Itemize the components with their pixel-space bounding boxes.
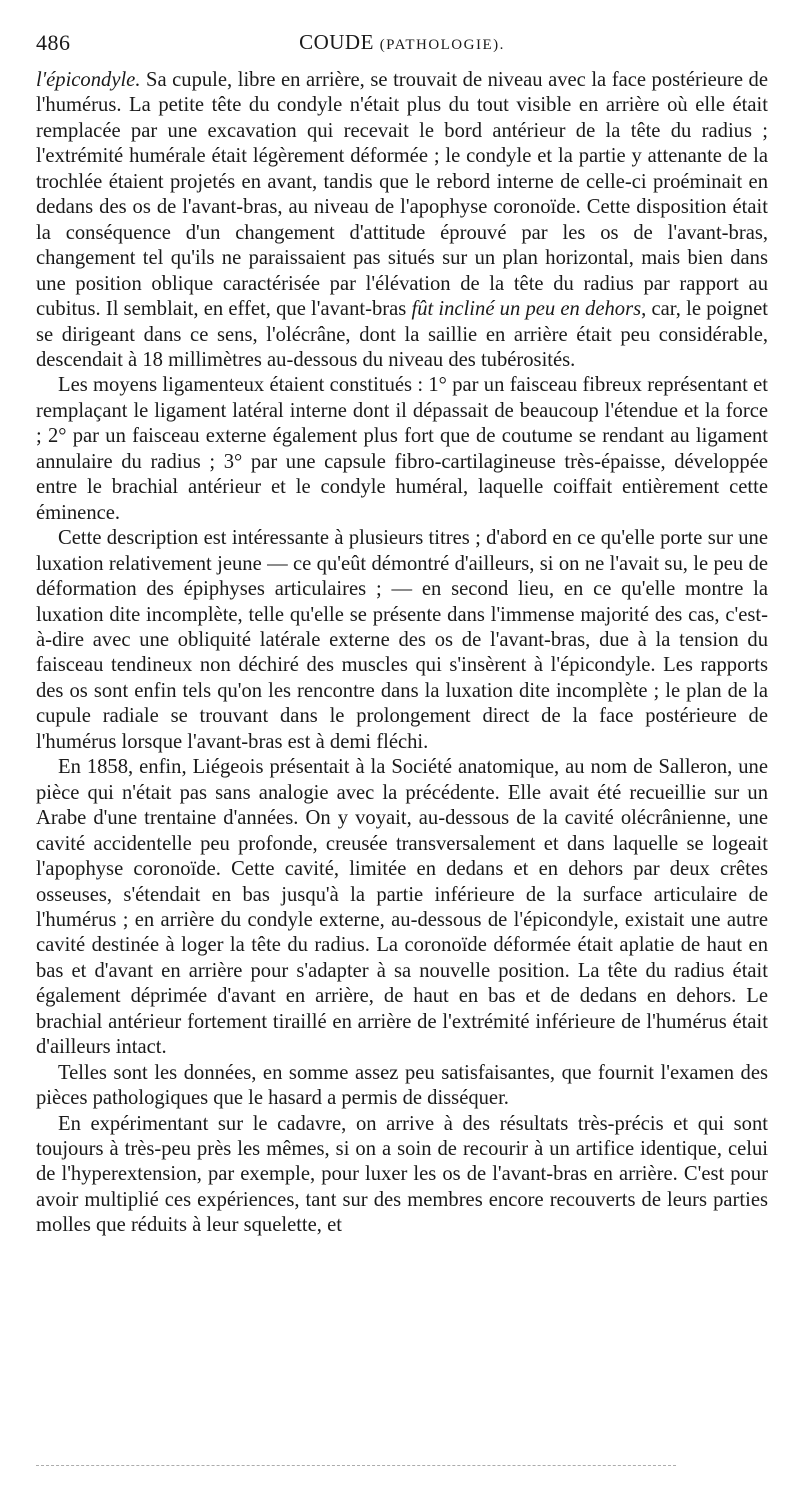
paragraph-4: En 1858, enfin, Liégeois présentait à la Société anatomique, au nom de Salleron, une pièce qui n'était pas sans analogie avec la précédente. Elle avait été recueillie sur un Arabe d'une trentaine d'années. On y voyait, au-dessous de la cavité olécrânienne, une cavité accidentelle peu profonde, creusée transversalement et dans laquelle se logeait l'apophyse coronoïde. Cette cavité, limitée en dedans et en dehors par deux crêtes osseuses, s'étendait en bas jusqu'à la partie inférieure de la surface articulaire de l'humérus ; en arrière du condyle externe, au-dessous de l'épicondyle, existait une autre cavité destinée à loger la tête du radius. La coronoïde déformée était aplatie de haut en bas et d'avant en arrière pour s'adapter à sa nouvelle position. La tête du radius était également déprimée d'avant en arrière, de haut en bas et de dedans en dehors. Le brachial antérieur fortement tiraillé en arrière de l'extrémité inférieure de l'humérus était d'ailleurs intact. xyxy=(36,756,768,1059)
paragraph-3: Cette description est intéressante à plusieurs titres ; d'abord en ce qu'elle porte sur une luxation relativement jeune — ce qu'eût démontré d'ailleurs, si on ne l'avait su, le peu de déformation des épiphyses articulaires ; — en second lieu, en ce qu'elle montre la luxation dite incomplète, telle qu'elle se présente dans l'immense majorité des cas, c'est-à-dire avec une obliquité latérale externe des os de l'avant-bras, due à la tension du faisceau tendineux non déchiré des muscles qui s'insèrent à l'épicondyle. Les rapports des os sont enfin tels qu'on les rencontre dans la luxation dite incomplète ; le plan de la cupule radiale se trouvant dans le prolongement direct de la face postérieure de l'humérus lorsque l'avant-bras est à demi fléchi. xyxy=(36,527,768,753)
paragraph-2: Les moyens ligamenteux étaient constitués : 1° par un faisceau fibreux représentant et remplaçant le ligament latéral interne dont il dépassait de beaucoup l'étendue et la force ; 2° par un faisceau externe également plus fort que de coutume se rendant au ligament annulaire du radius ; 3° par une capsule fibro-cartilagineuse très-épaisse, développée entre le brachial antérieur et le condyle huméral, laquelle coiffait entièrement cette éminence. xyxy=(36,374,768,524)
paragraph-1-italic-mid: fût incliné un peu en dehors xyxy=(411,298,642,321)
running-title-sub: (PATHOLOGIE). xyxy=(379,37,505,53)
document-page xyxy=(36,26,768,1239)
page-number: 486 xyxy=(36,30,71,55)
running-title-main: COUDE xyxy=(299,30,374,54)
paragraph-6: En expérimentant sur le cadavre, on arrive à des résultats très-précis et qui sont toujours à très-peu près les mêmes, si on a soin de recourir à un artifice identique, celui de l'hyperextension, par exemple, pour luxer les os de l'avant-bras en arrière. C'est pour avoir multiplié ces expériences, tant sur des membres encore recouverts de leurs parties molles que réduits à leur squelette, et xyxy=(36,1112,768,1237)
paragraph-5: Telles sont les données, en somme assez peu satisfaisantes, que fournit l'examen des pièces pathologiques que le hasard a permis de disséquer. xyxy=(36,1061,768,1110)
paragraph-1-text-end: , car, le poignet se dirigeant dans ce sens, l'olécrâne, dont la saillie en arrière était peu considérable, descendait à 18 millimètres au-dessous du niveau des tubérosités. xyxy=(36,298,768,371)
paragraph-1 xyxy=(36,68,768,373)
paragraph-1-text: Sa cupule, libre en arrière, se trouvait de niveau avec la face postérieure de l'humérus. La petite tête du condyle n'était plus du tout visible en arrière où elle était remplacée par une excavation qui recevait le bord antérieur de la tête du radius ; l'extrémité humérale était légèrement déformée ; le condyle et la partie y attenante de la trochlée étaient projetés en avant, tandis que le rebord interne de celle-ci proéminait en dedans des os de l'avant-bras, au niveau de l'apophyse coronoïde. Cette disposition était la conséquence d'un changement d'attitude éprouvé par les os de l'avant-bras, changement tel qu'ils ne paraissaient pas situés sur un plan horizontal, mais bien dans une position oblique caractérisée par l'élévation de la tête du radius par rapport au cubitus. Il semblait, en effet, que l'avant-bras xyxy=(36,69,768,321)
running-title xyxy=(36,30,768,55)
body-text xyxy=(36,68,768,1239)
footer-dotted-rule xyxy=(36,1465,676,1466)
paragraph-1-italic-start: l'épicondyle. xyxy=(36,69,141,91)
page-header xyxy=(36,26,768,62)
